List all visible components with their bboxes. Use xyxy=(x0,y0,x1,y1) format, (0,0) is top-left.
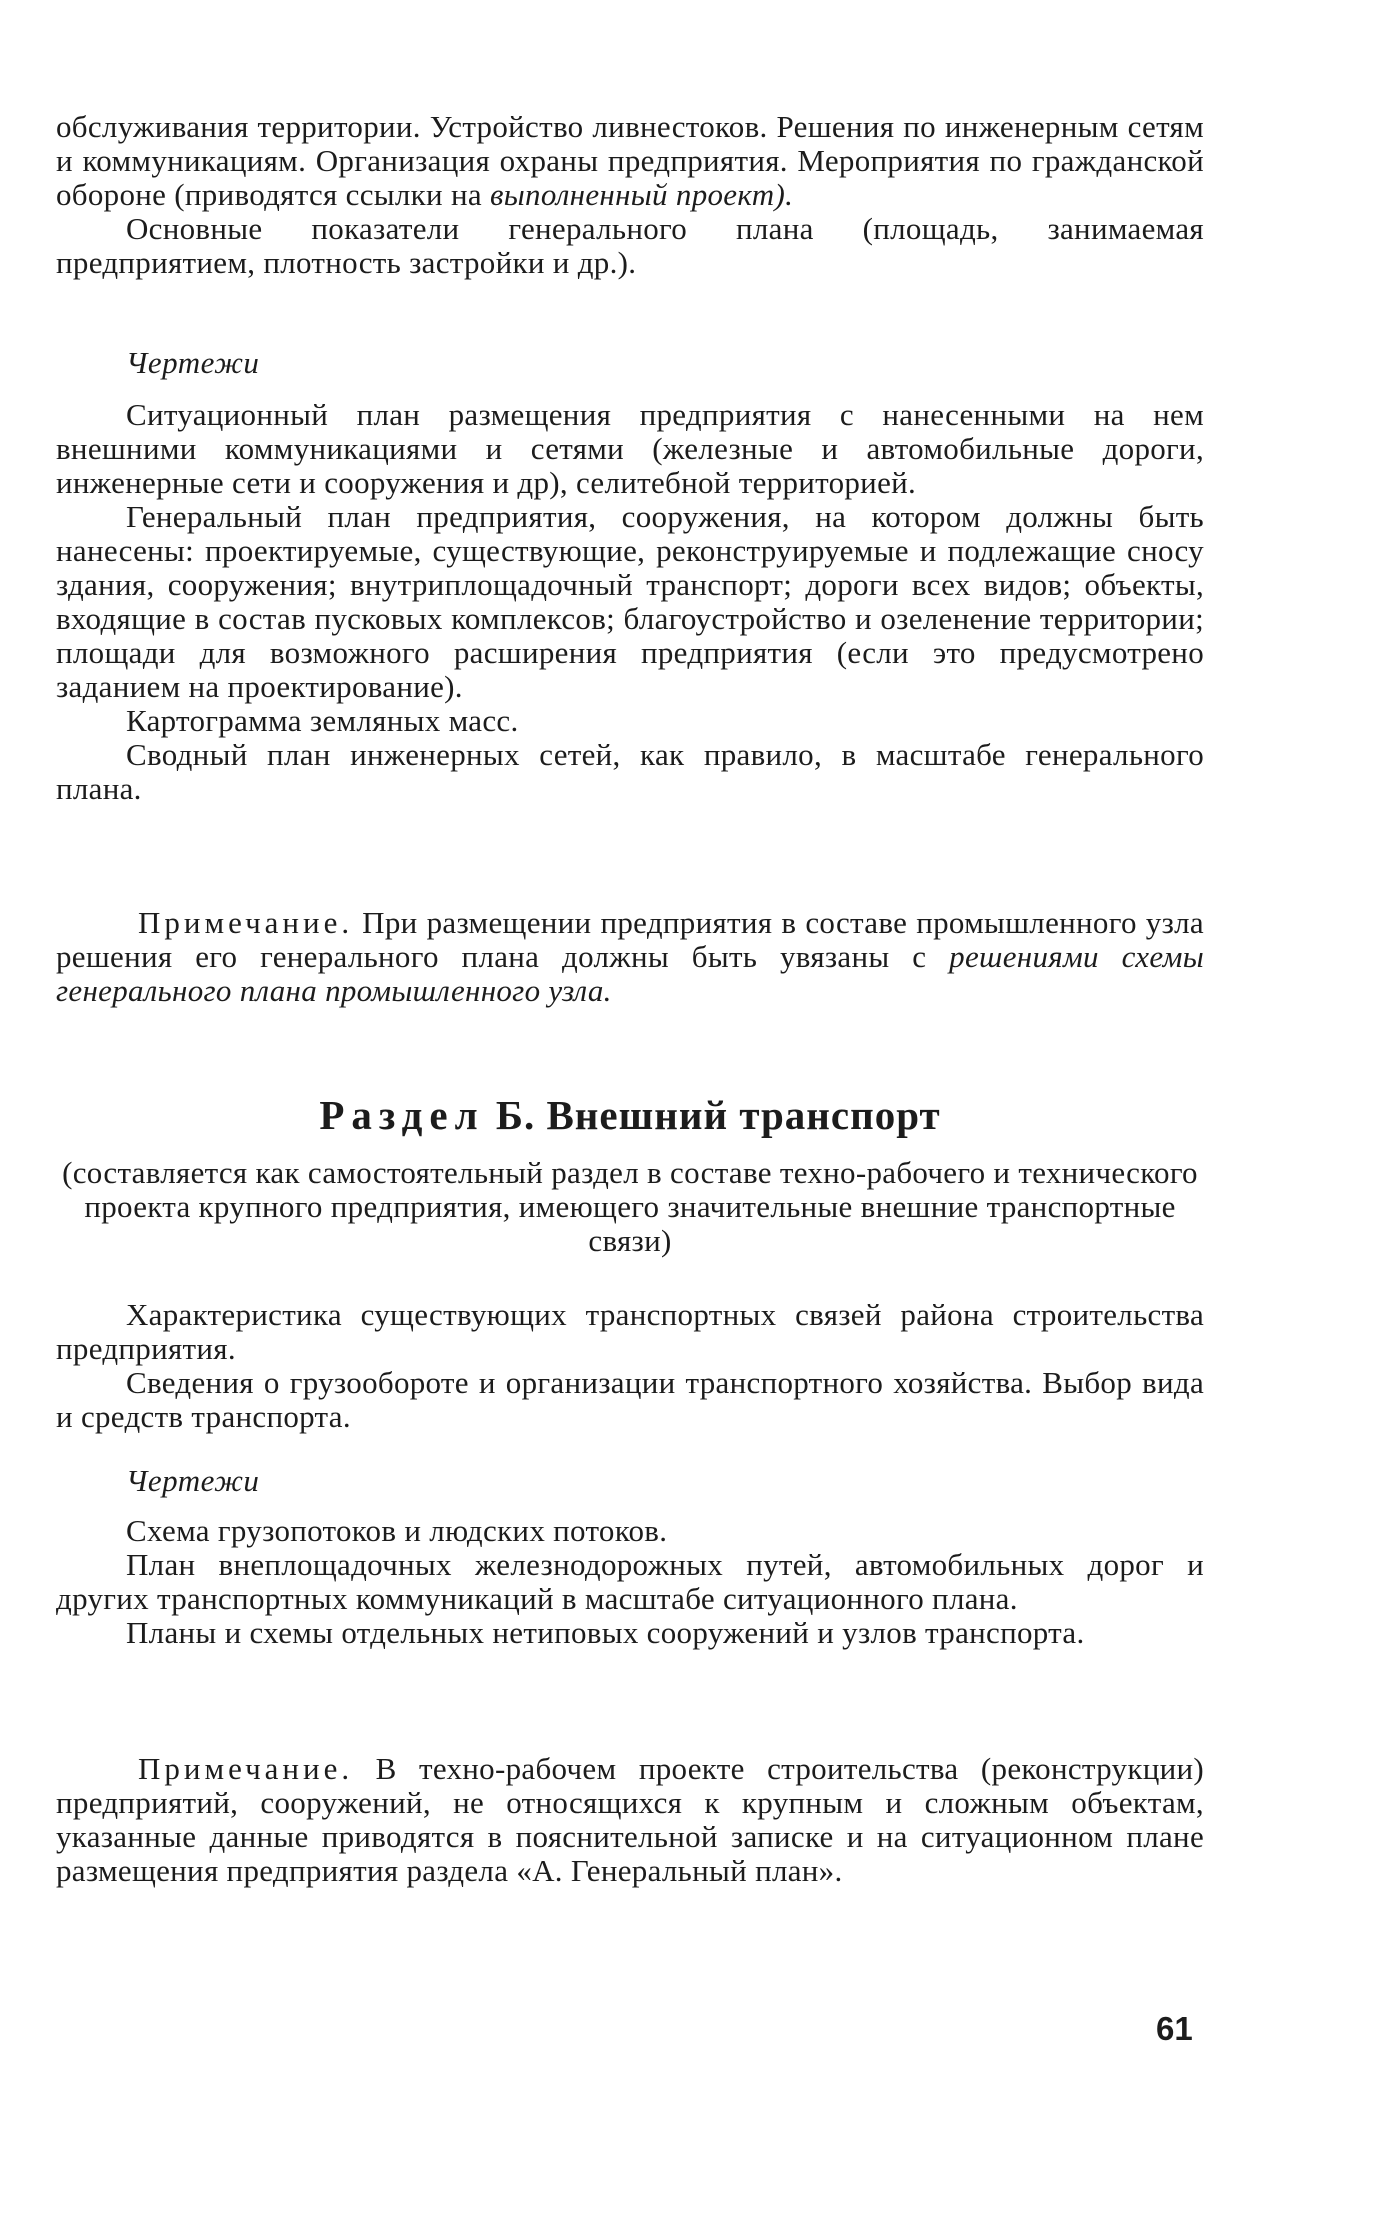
cartogram-paragraph: Картограмма земляных масс. xyxy=(126,703,519,738)
offsite-plan-paragraph: План внеплощадочных железнодорожных путей, автомобильных дорог и других транспортных коммуникаций в масштабе ситуационного плана. xyxy=(56,1547,1204,1616)
section-b-title xyxy=(0,1092,1260,1138)
drawings-heading-a: Чертежи xyxy=(126,345,260,380)
intro-block xyxy=(56,110,1204,280)
note-2-label: Примечание. xyxy=(138,1751,354,1786)
note-2-text: В техно-рабочем проекте строительства (реконструкции) предприятий, сооружений, не относящихся к крупным и сложным объектам, указанные данные приводятся в пояснительной записке и на ситуационном плане размещения предприятия раздела «А. Генеральный план». xyxy=(56,1751,1204,1888)
section-b-label: Раздел xyxy=(319,1092,485,1138)
intro-italic-text: выполненный проект). xyxy=(489,177,794,212)
situation-plan-paragraph: Ситуационный план размещения предприятия с нанесенными на нем внешними коммуникациями и сетями (железные и автомобильные дороги, инженерные сети и сооружения и др), селитебной территорией. xyxy=(56,397,1204,500)
indicators-paragraph: Основные показатели генерального плана (площадь, занимаемая предприятием, плотность застройки и др.). xyxy=(56,211,1204,280)
cargo-info-paragraph: Сведения о грузообороте и организации транспортного хозяйства. Выбор вида и средств транспорта. xyxy=(56,1365,1204,1434)
section-b-title-text: Б. Внешний транспорт xyxy=(495,1092,941,1138)
section-b-body xyxy=(56,1298,1204,1434)
flow-scheme-paragraph: Схема грузопотоков и людских потоков. xyxy=(126,1513,668,1548)
transport-characteristics-paragraph: Характеристика существующих транспортных связей района строительства предприятия. xyxy=(56,1297,1204,1366)
general-plan-paragraph: Генеральный план предприятия, сооружения, на котором должны быть нанесены: проектируемые, существующие, реконструируемые и подлежащие сносу здания, сооружения; внутриплощадочный транспорт; дороги всех видов; объекты, входящие в состав пусковых комплексов; благоустройство и озеленение территории; площади для возможного расширения предприятия (если это предусмотрено заданием на проектирование). xyxy=(56,499,1204,704)
drawings-a-block xyxy=(56,398,1204,806)
note-2 xyxy=(56,1752,1204,1888)
drawings-b-block xyxy=(56,1514,1204,1650)
networks-plan-paragraph: Сводный план инженерных сетей, как правило, в масштабе генерального плана. xyxy=(56,737,1204,806)
structures-plans-paragraph: Планы и схемы отдельных нетиповых сооружений и узлов транспорта. xyxy=(126,1615,1085,1650)
intro-text: обслуживания территории. Устройство ливнестоков. Решения по инженерным сетям и коммуникациям. Организация охраны предприятия. Мероприятия по гражданской обороне (приводятся ссылки на xyxy=(56,109,1204,212)
page-number: 61 xyxy=(1156,2010,1193,2047)
note-1 xyxy=(56,906,1204,1008)
note-1-label: Примечание. xyxy=(138,905,354,940)
intro-paragraph xyxy=(56,110,1204,212)
drawings-heading-b: Чертежи xyxy=(126,1463,260,1498)
section-b-subtitle: (составляется как самостоятельный раздел в составе техно-рабочего и технического проекта крупного предприятия, имеющего значительные внешние транспортные связи) xyxy=(62,1155,1198,1258)
note-1-italic-text: решениями схемы генерального плана промышленного узла. xyxy=(56,939,1204,1008)
note-1-text: При размещении предприятия в составе промышленного узла решения его генерального плана должны быть увязаны с xyxy=(56,905,1204,974)
note-2-paragraph xyxy=(56,1752,1204,1888)
note-1-paragraph xyxy=(56,906,1204,1008)
